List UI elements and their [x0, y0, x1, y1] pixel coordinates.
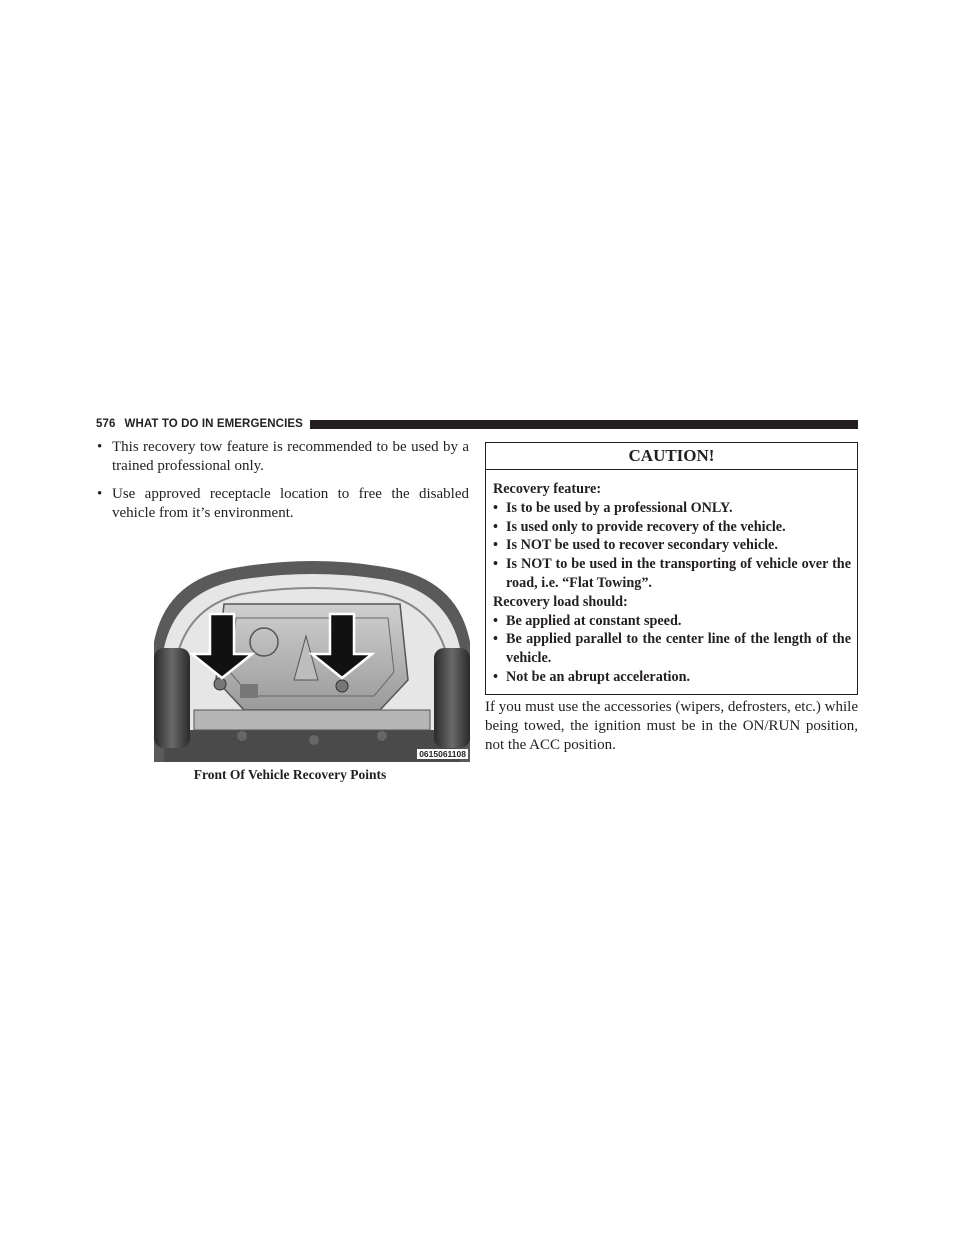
bullet-item: [96, 438, 469, 476]
caution-title: CAUTION!: [486, 443, 857, 470]
caution-item-text: Is to be used by a professional ONLY.: [506, 499, 733, 516]
figure-code: 0615061108: [419, 749, 466, 759]
towing-paragraph: If you must use the accessories (wipers, defrosters, etc.) while being towed, the ignition must be in the ON/RUN position, not the ACC position.: [485, 699, 858, 753]
left-column: [96, 438, 469, 532]
bullet-dot: •: [493, 518, 498, 535]
bullet-dot: •: [493, 556, 498, 573]
caution-item-text: Is used only to provide recovery of the vehicle.: [506, 518, 786, 535]
vehicle-underside-illustration: [154, 560, 470, 762]
caution-item: [493, 536, 851, 555]
page-number: 576: [96, 418, 116, 430]
caution-item: [493, 668, 851, 687]
caution-item: [493, 612, 851, 631]
bullet-dot: •: [97, 486, 103, 502]
bullet-text: This recovery tow feature is recommended to be used by a trained professional only.: [112, 439, 469, 474]
caution-item: [493, 518, 851, 537]
caution-load-heading: Recovery load should:: [493, 593, 628, 610]
caution-item-text: Be applied at constant speed.: [506, 612, 682, 629]
bullet-dot: •: [493, 499, 498, 516]
caution-item-text: Be applied parallel to the center line of the length of the vehicle.: [506, 631, 851, 667]
caution-item-text: Is NOT to be used in the transporting of vehicle over the road, i.e. “Flat Towing”.: [506, 556, 851, 591]
caution-item-text: Is NOT be used to recover secondary vehicle.: [506, 537, 778, 554]
figure-caption: Front Of Vehicle Recovery Points: [193, 767, 387, 782]
bullet-text: Use approved receptacle location to free the disabled vehicle from it’s environment.: [112, 486, 469, 521]
section-title: WHAT TO DO IN EMERGENCIES: [124, 418, 303, 430]
caution-item-text: Not be an abrupt acceleration.: [506, 668, 691, 685]
caution-box: [485, 442, 858, 695]
caution-item: [493, 499, 851, 518]
caution-feature-heading: Recovery feature:: [493, 481, 602, 497]
header-rule: [310, 420, 858, 429]
bullet-dot: •: [493, 537, 498, 554]
bullet-dot: •: [493, 631, 498, 648]
caution-item: [493, 630, 851, 668]
page-header: [96, 417, 858, 431]
bullet-dot: •: [493, 668, 498, 685]
caution-body: [486, 470, 857, 694]
bullet-dot: •: [97, 439, 103, 455]
caution-item: [493, 555, 851, 593]
vehicle-underside-drawing: [154, 560, 470, 762]
bullet-dot: •: [493, 612, 498, 629]
bullet-item: [96, 485, 469, 523]
